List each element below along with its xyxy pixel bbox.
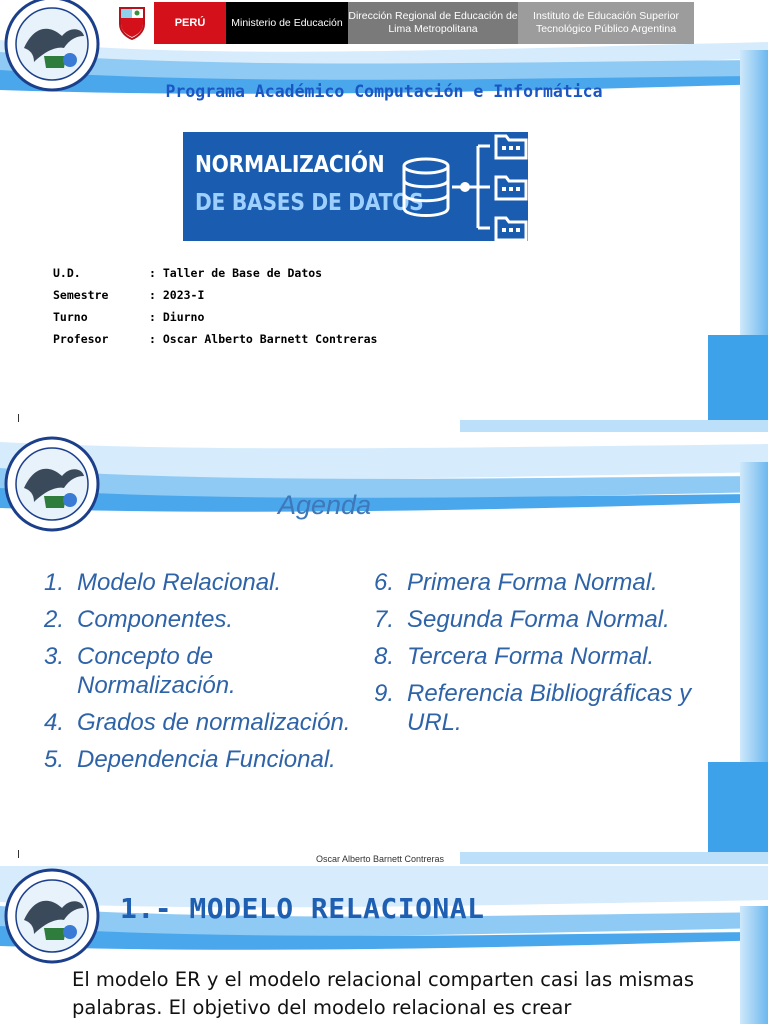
right-edge-decoration	[740, 906, 768, 1024]
corner-decoration	[708, 762, 768, 852]
instituto-label: Instituto de Educación Superior Tecnológico Público Argentina	[518, 2, 694, 44]
slide-footer-author: Oscar Alberto Barnett Contreras	[316, 854, 445, 864]
info-value: : Taller de Base de Datos	[149, 266, 323, 280]
info-label: Profesor	[53, 332, 109, 346]
header-swoosh-decoration	[0, 432, 768, 562]
ministry-header	[110, 2, 694, 44]
peru-shield-icon	[117, 6, 147, 40]
agenda-text: Segunda Forma Normal.	[407, 606, 670, 633]
agenda-number: 5.	[44, 746, 65, 773]
agenda-title: Agenda	[278, 490, 372, 520]
agenda-item	[374, 605, 714, 634]
banner-title-line1: NORMALIZACIÓN	[195, 152, 385, 178]
slide-tick-mark	[18, 414, 19, 422]
peru-label: PERÚ	[154, 2, 226, 44]
agenda-item	[44, 745, 374, 774]
ministerio-label: Ministerio de Educación	[226, 2, 348, 44]
agenda-item	[44, 708, 374, 737]
institute-seal-logo	[4, 436, 100, 532]
slide-agenda	[0, 432, 768, 866]
info-label: Semestre	[53, 288, 109, 302]
agenda-number: 1.	[44, 569, 65, 596]
section-body-text: El modelo ER y el modelo relacional comparten casi las mismas palabras. El objetivo del modelo relacional es crear	[72, 968, 695, 1019]
institute-seal-logo	[4, 868, 100, 964]
agenda-text: Concepto de Normalización.	[77, 643, 236, 699]
info-label: U.D.	[53, 266, 81, 280]
bottom-strip-decoration	[460, 852, 768, 864]
peru-shield-cell	[110, 2, 154, 44]
agenda-number: 3.	[44, 643, 65, 670]
agenda-number: 9.	[374, 680, 395, 707]
agenda-text: Grados de normalización.	[77, 709, 351, 736]
agenda-number: 8.	[374, 643, 395, 670]
agenda-list-right	[374, 568, 714, 745]
agenda-text: Primera Forma Normal.	[407, 569, 658, 596]
direccion-regional-label: Dirección Regional de Educación de Lima Metropolitana	[348, 2, 518, 44]
agenda-text: Tercera Forma Normal.	[407, 643, 655, 670]
bottom-strip-decoration	[460, 420, 768, 432]
agenda-number: 4.	[44, 709, 65, 736]
agenda-number: 2.	[44, 606, 65, 633]
agenda-item	[374, 568, 714, 597]
agenda-item	[44, 642, 374, 700]
agenda-text: Modelo Relacional.	[77, 569, 282, 596]
course-banner	[183, 132, 528, 241]
agenda-number: 7.	[374, 606, 395, 633]
banner-title-line2: DE BASES DE DATOS	[195, 190, 424, 216]
agenda-number: 6.	[374, 569, 395, 596]
info-value: : 2023-I	[149, 288, 205, 302]
info-label: Turno	[53, 310, 88, 324]
agenda-text: Referencia Bibliográficas y URL.	[407, 680, 692, 736]
info-value: : Diurno	[149, 310, 205, 324]
agenda-list-left	[44, 568, 374, 782]
agenda-item	[374, 679, 714, 737]
section-title: 1.- MODELO RELACIONAL	[120, 892, 485, 925]
slide-tick-mark	[18, 850, 19, 858]
slide-modelo-relacional	[0, 866, 768, 1024]
program-title: Programa Académico Computación e Informática	[165, 82, 603, 101]
slide-title	[0, 0, 768, 432]
database-tree-icon	[398, 132, 528, 241]
agenda-text: Componentes.	[77, 606, 234, 633]
agenda-item	[44, 605, 374, 634]
agenda-item	[374, 642, 714, 671]
agenda-item	[44, 568, 374, 597]
info-value: : Oscar Alberto Barnett Contreras	[149, 332, 378, 346]
corner-decoration	[708, 335, 768, 425]
agenda-text: Dependencia Funcional.	[77, 746, 336, 773]
institute-seal-logo	[4, 0, 100, 92]
